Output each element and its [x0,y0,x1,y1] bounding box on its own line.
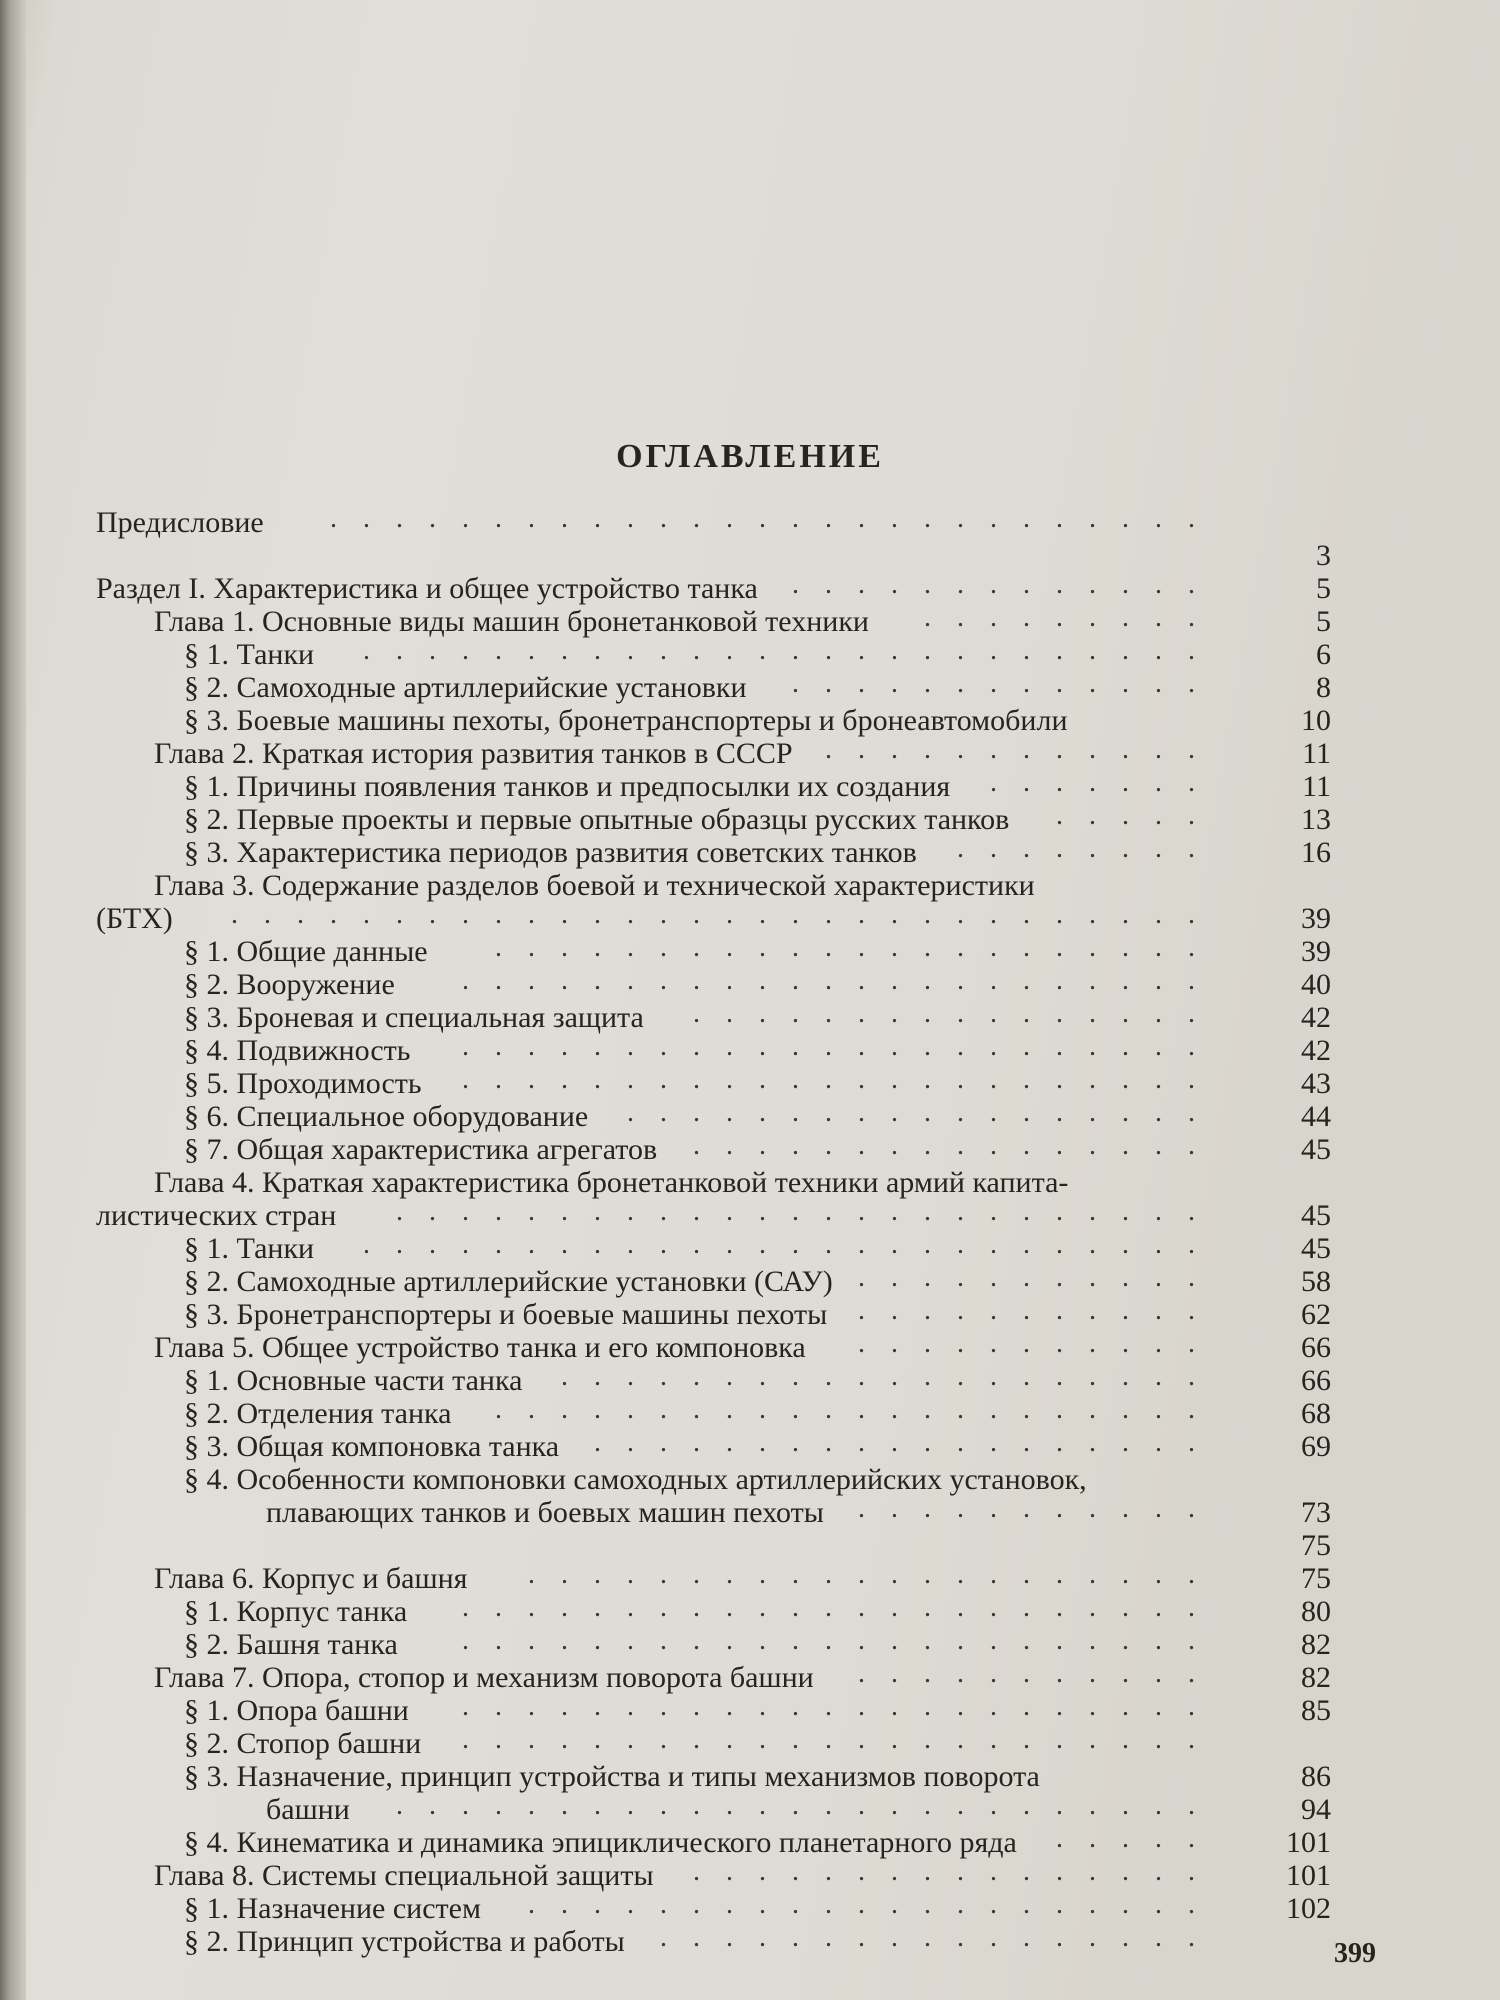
dot-leader: ................... [594,1427,1221,1458]
dot-leader: .......................... [363,1229,1221,1260]
toc-entry-page-number: 68 [1301,1397,1331,1430]
toc-entry-title: Глава 4. Краткая характеристика бронетанковой техники армий капита- [154,1166,1069,1199]
toc-entry-title: § 1. Танки [184,638,315,671]
dot-leader: ......... [924,602,1221,633]
toc-entry-title: § 1. Опора башни [184,1694,409,1727]
toc-entry-title: § 1. Корпус танка [184,1595,408,1628]
toc-entry-page-number: 62 [1301,1298,1331,1331]
toc-entry [96,668,1331,704]
toc-entry-title: § 4. Подвижность [184,1034,411,1067]
dot-leader: ...................... [495,932,1221,963]
toc-entry-page-number: 6 [1316,638,1331,671]
dot-leader: ................ [693,998,1221,1029]
toc-entry-title: Глава 3. Содержание разделов боевой и технической характеристики [154,869,1035,902]
toc-entry-title: § 2. Отделения танка [184,1397,452,1430]
dot-leader: ..................... [528,1559,1221,1590]
dot-leader: .................... [561,1361,1221,1392]
toc-entry-page-number: 45 [1301,1133,1331,1166]
dot-leader: ....................... [462,1064,1221,1095]
dot-leader: ....... [990,767,1221,798]
toc-entry-page-number: 101 [1286,1859,1331,1892]
dot-leader: ..... [1056,800,1221,831]
dot-leader: .......................... [363,635,1221,666]
dot-leader: ..... [1056,1823,1221,1854]
toc-entry-page-number: 82 [1301,1628,1331,1661]
toc-entry-title: § 1. Основные части танка [184,1364,523,1397]
toc-entry-page-number: 44 [1301,1100,1331,1133]
toc-entry-title: § 2. Самоходные артиллерийские установки (САУ) [184,1265,833,1298]
toc-entry-page-number: 8 [1316,671,1331,704]
dot-leader: ......................... [396,1790,1221,1821]
toc-entry-title: Глава 5. Общее устройство танка и его компоновка [154,1331,806,1364]
toc-entry [96,1922,1331,1958]
toc-entry-page-number: 85 [1301,1694,1331,1727]
dot-leader: ....................... [462,1691,1221,1722]
toc-entry-title: § 3. Боевые машины пехоты, бронетранспортеры и бронеавтомобили [184,704,1068,737]
dot-leader: ............. [792,668,1221,699]
toc-entry-title: Предисловие [96,506,264,539]
toc-entry-page-number: 58 [1301,1265,1331,1298]
toc-entry-title: § 3. Общая компоновка танка [184,1430,560,1463]
toc-entry-page-number: 13 [1301,803,1331,836]
table-of-contents [96,503,1331,1958]
toc-entry-page-number: 45 [1301,1232,1331,1265]
toc-entry-page-number: 40 [1301,968,1331,1001]
toc-entry-title: § 5. Проходимость [184,1067,422,1100]
toc-entry-page-number: 10 [1301,704,1331,737]
toc-entry-page-number: 16 [1301,836,1331,869]
toc-entry-title: Глава 6. Корпус и башня [154,1562,468,1595]
toc-entry [96,1724,1331,1760]
dot-leader: ........................... [330,503,1221,534]
toc-entry-page-number: 42 [1301,1001,1331,1034]
toc-entry-page-number: 43 [1301,1067,1331,1100]
toc-entry-title: § 2. Первые проекты и первые опытные образцы русских танков [184,803,1010,836]
dot-leader: .................. [627,1097,1221,1128]
toc-entry-title: § 3. Броневая и специальная защита [184,1001,644,1034]
toc-entry-page-number: 73 [1301,1496,1331,1529]
toc-entry-title: § 2. Башня танка [184,1628,398,1661]
toc-entry-page-number: 94 [1301,1793,1331,1826]
dot-leader: ....................... [462,1625,1221,1656]
toc-entry-title: Глава 7. Опора, стопор и механизм поворота башни [154,1661,814,1694]
toc-entry [96,1130,1331,1166]
toc-entry-page-number: 66 [1301,1331,1331,1364]
dot-leader: ....................... [462,1724,1221,1755]
toc-entry-title: Глава 2. Краткая история развития танков в СССР [154,737,793,770]
toc-entry-title: § 4. Особенности компоновки самоходных артиллерийских установок, [184,1463,1087,1496]
toc-entry [96,1493,1331,1529]
dot-leader: ....................... [462,965,1221,996]
dot-leader: ....................... [462,1592,1221,1623]
dot-leader: ......................... [396,1196,1221,1227]
toc-entry-title: § 1. Танки [184,1232,315,1265]
page-title: ОГЛАВЛЕНИЕ [616,438,884,475]
toc-entry-title: § 2. Самоходные артиллерийские установки [184,671,747,704]
toc-entry-title: § 3. Назначение, принцип устройства и типы механизмов поворота [184,1760,1040,1793]
toc-entry-title: плавающих танков и боевых машин пехоты [266,1496,824,1529]
toc-entry-title: § 2. Принцип устройства и работы [184,1925,625,1958]
toc-entry-page-number: 5 [1316,572,1331,605]
page-number: 399 [1334,1938,1376,1969]
toc-entry-title: § 1. Общие данные [184,935,428,968]
dot-leader: ...................... [495,1394,1221,1425]
toc-entry-title: § 2. Вооружение [184,968,395,1001]
toc-entry-title: § 3. Бронетранспортеры и боевые машины пехоты [184,1298,828,1331]
toc-entry-page-number: 69 [1301,1430,1331,1463]
toc-entry-title: (БТХ) [96,902,173,935]
dot-leader: ............ [825,734,1221,765]
dot-leader: ............. [792,569,1221,600]
toc-entry-title: § 6. Специальное оборудование [184,1100,589,1133]
toc-entry-page-number: 45 [1301,1199,1331,1232]
dot-leader: ........ [957,833,1221,864]
dot-leader: ........... [858,1328,1221,1359]
toc-entry-page-number: 66 [1301,1364,1331,1397]
toc-entry [96,833,1331,869]
toc-entry-title: листических стран [96,1199,337,1232]
dot-leader: ..................... [528,1889,1221,1920]
toc-entry-page-number: 42 [1301,1034,1331,1067]
toc-entry-page-number: 11 [1302,737,1331,770]
dot-leader: ........... [858,1493,1221,1524]
toc-entry-page-number: 5 [1316,605,1331,638]
toc-entry-page-number: 11 [1302,770,1331,803]
book-spine [0,0,26,2000]
toc-entry [96,1427,1331,1463]
toc-entry-title: § 2. Стопор башни [184,1727,422,1760]
toc-entry-title: § 1. Причины появления танков и предпосылки их создания [184,770,951,803]
toc-entry-page-number: 39 [1301,902,1331,935]
toc-entry-page-number: 3 [1316,539,1331,572]
toc-entry-page-number: 39 [1301,935,1331,968]
toc-entry-title: Глава 1. Основные виды машин бронетанковой техники [154,605,869,638]
toc-entry-page-number: 102 [1286,1892,1331,1925]
toc-entry-page-number: 80 [1301,1595,1331,1628]
toc-entry-title: башни [266,1793,350,1826]
toc-entry-title: Глава 8. Системы специальной защиты [154,1859,654,1892]
dot-leader: ................ [693,1856,1221,1887]
dot-leader: ................. [660,1922,1221,1953]
toc-entry-title: § 1. Назначение систем [184,1892,481,1925]
toc-entry [96,503,1331,539]
dot-leader: ........... [858,1295,1221,1326]
toc-entry-page-number: 75 [1301,1529,1331,1562]
toc-entry-page-number: 101 [1286,1826,1331,1859]
toc-entry-title: Раздел I. Характеристика и общее устройство танка [96,572,758,605]
toc-entry-title: § 3. Характеристика периодов развития советских танков [184,836,917,869]
dot-leader: ........... [858,1262,1221,1293]
toc-entry-title: § 7. Общая характеристика агрегатов [184,1133,658,1166]
dot-leader: .............................. [231,899,1221,930]
toc-entry-title: § 4. Кинематика и динамика эпициклического планетарного ряда [184,1826,1017,1859]
dot-leader: ....................... [462,1031,1221,1062]
toc-entry-page-number: 82 [1301,1661,1331,1694]
dot-leader: ........... [858,1658,1221,1689]
toc-entry-page-number: 75 [1301,1562,1331,1595]
toc-entry-page-number: 86 [1301,1760,1331,1793]
dot-leader: ................ [693,1130,1221,1161]
